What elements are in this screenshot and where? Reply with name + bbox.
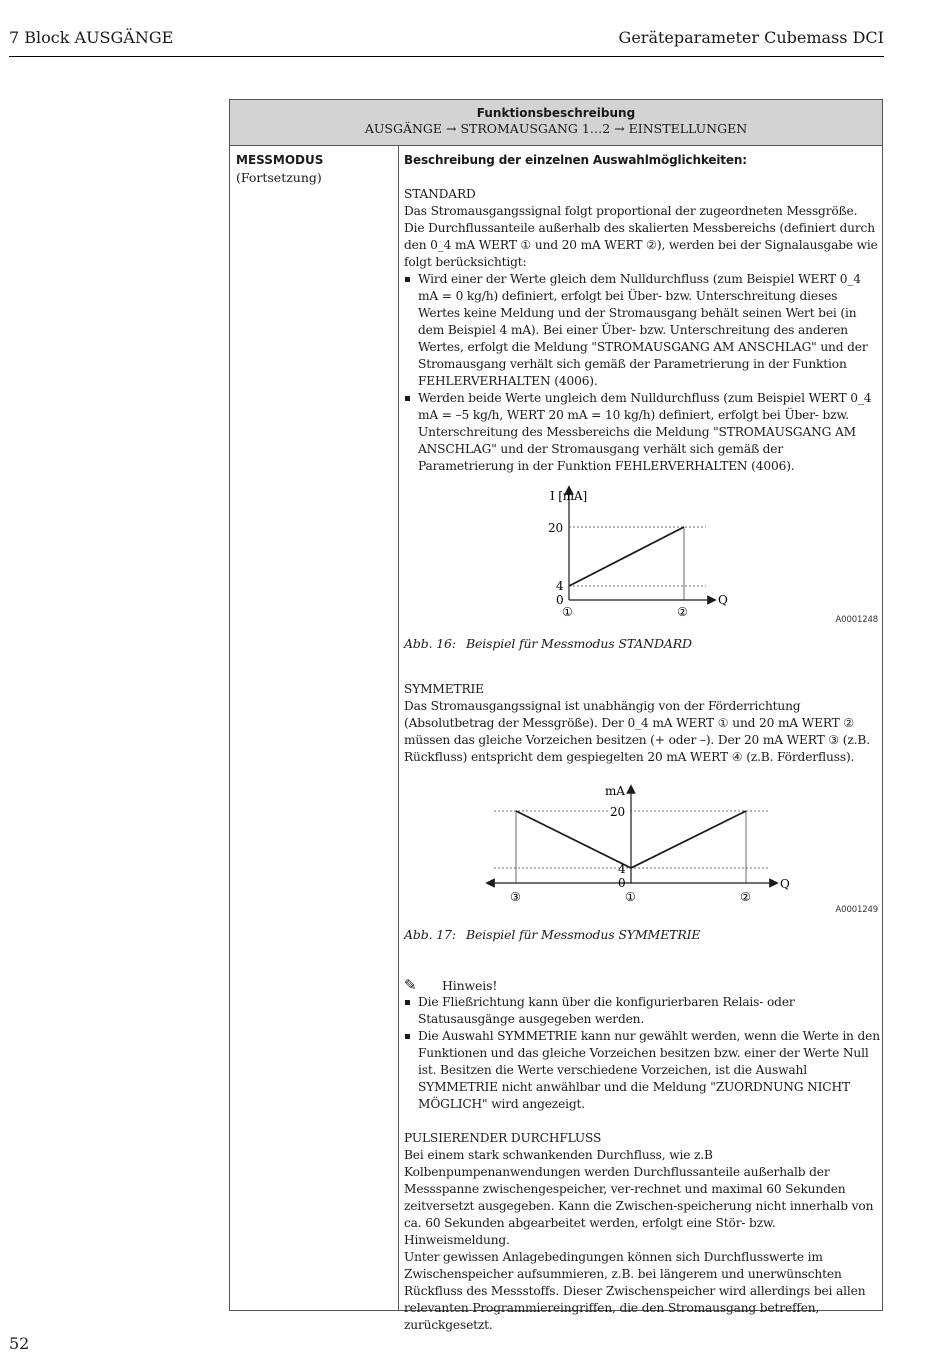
intro-heading: Beschreibung der einzelnen Auswahlmöglichkeiten: (404, 153, 747, 167)
standard-paragraph-1: Das Stromausgangssignal folgt proportional der zugeordneten Messgröße. (404, 204, 858, 218)
marker-1: ① (625, 890, 636, 904)
tick-label: 4 (556, 579, 564, 593)
standard-paragraph-2: Die Durchflussanteile außerhalb des skalierten Messbereichs (definiert durch den 0_4 mA WERT ① und 20 mA WERT ②), werden bei der Signalausgabe wie folgt berücksichtigt: (404, 221, 878, 269)
table-header (230, 100, 882, 146)
figure-code: A0001248 (835, 615, 878, 625)
tick-label: 0 (618, 876, 626, 890)
standard-diagram (404, 475, 880, 625)
list-item: Werden beide Werte ungleich dem Nulldurchfluss (zum Beispiel WERT 0_4 mA = –5 kg/h, WERT 20 mA = 10 kg/h) definiert, erfolgt bei Über- bzw. Unterschreitung des Messbereichs die Meldung "STROMAUSGANG AM ANSCHLAG" und der Stromausgang verhält sich gemäß der Parametrierung in der Funktion FEHLERVERHALTEN (4006). (404, 390, 880, 475)
pulsating-title: PULSIERENDER DURCHFLUSS (404, 1131, 602, 1145)
marker-2: ② (740, 890, 751, 904)
note-bullets (404, 994, 880, 1113)
list-item: Die Fließrichtung kann über die konfigurierbaren Relais- oder Statusausgänge ausgegeben werden. (404, 994, 880, 1028)
pulsating-paragraph-2: Unter gewissen Anlagebedingungen können sich Durchflusswerte im Zwischenspeicher aufsummieren, z.B. bei längerem und unerwünschten Rückfluss des Messstoffs. Dieser Zwischenspeicher wird allerdings bei allen relevanten Programmiereingriffen, die den Stromausgang betreffen, zurückgesetzt. (404, 1250, 866, 1332)
y-axis-label: I [mA] (550, 489, 588, 503)
caption-text: Beispiel für Messmodus SYMMETRIE (466, 927, 701, 942)
header-document-title: Geräteparameter Cubemass DCI (618, 28, 884, 47)
pulsating-paragraph-1: Bei einem stark schwankenden Durchfluss, wie z.B Kolbenpumpenanwendungen werden Durchflussanteile außerhalb der Messspanne zwischengespeicher, ver-rechnet und maximal 60 Sekunden zeitversetzt ausgegeben. Kann die Zwischen-speicherung nicht innerhalb von ca. 60 Sekunden abgearbeitet werden, erfolgt eine Stör- bzw. Hinweismeldung. (404, 1148, 874, 1247)
y-axis-label: mA (605, 784, 625, 798)
page-number: 52 (9, 1334, 30, 1353)
list-item: Die Auswahl SYMMETRIE kann nur gewählt werden, wenn die Werte in den Funktionen und das gleiche Vorzeichen besitzen bzw. einer der Werte Null ist. Besitzen die Werte verschiedene Vorzeichen, ist die Auswahl SYMMETRIE nicht anwählbar und die Meldung "ZUORDNUNG NICHT MÖGLICH" wird angezeigt. (404, 1028, 880, 1113)
figure-caption (404, 635, 880, 652)
header-rule (9, 56, 884, 57)
list-item: Wird einer der Werte gleich dem Nulldurchfluss (zum Beispiel WERT 0_4 mA = 0 kg/h) definiert, erfolgt bei Über- bzw. Unterschreitung dieses Wertes keine Meldung und der Stromausgang behält seinen Wert bei (in dem Beispiel 4 mA). Bei einer Über- bzw. Unterschreitung des anderen Wertes, erfolgt die Meldung "STROMAUSGANG AM ANSCHLAG" und der Stromausgang verhält sich gemäß der Parametrierung in der Funktion FEHLERVERHALTEN (4006). (404, 271, 880, 390)
table-header-title: Funktionsbeschreibung (476, 106, 636, 120)
note-title: Hinweis! (442, 978, 498, 993)
function-continuation: (Fortsetzung) (236, 170, 322, 185)
figure-symmetry (404, 766, 880, 916)
symmetry-title: SYMMETRIE (404, 682, 484, 696)
column-divider (398, 146, 399, 1310)
marker-2: ② (677, 605, 688, 619)
standard-bullets (404, 271, 880, 475)
tick-label: 20 (610, 805, 625, 819)
standard-title: STANDARD (404, 187, 476, 201)
caption-text: Beispiel für Messmodus STANDARD (466, 636, 692, 651)
tick-label: 20 (548, 521, 563, 535)
note-heading (404, 977, 880, 994)
left-column (236, 152, 391, 186)
x-axis-label: Q (718, 593, 728, 607)
symmetry-diagram (404, 766, 880, 916)
marker-3: ③ (510, 890, 521, 904)
output-line (569, 527, 684, 586)
x-axis-label: Q (780, 877, 790, 891)
caption-number: Abb. 17: (404, 927, 456, 942)
tick-label: 0 (556, 593, 564, 607)
function-name: MESSMODUS (236, 153, 324, 167)
table-header-path: AUSGÄNGE → STROMAUSGANG 1…2 → EINSTELLUNGEN (364, 121, 748, 136)
figure-caption (404, 926, 880, 943)
function-table (229, 99, 883, 1332)
symmetry-paragraph: Das Stromausgangssignal ist unabhängig von der Förderrichtung (Absolutbetrag der Messgröße). Der 0_4 mA WERT ① und 20 mA WERT ② müssen das gleiche Vorzeichen besitzen (+ oder –). Der 20 mA WERT ③ (z.B. Rückfluss) entspricht dem gespiegelten 20 mA WERT ④ (z.B. Förderfluss). (404, 699, 870, 764)
header-chapter: 7 Block AUSGÄNGE (9, 28, 174, 47)
tick-label: 4 (618, 862, 626, 876)
caption-number: Abb. 16: (404, 636, 456, 651)
figure-standard (404, 475, 880, 625)
pencil-note-icon: ✎ (404, 976, 417, 994)
description-column (404, 152, 880, 1334)
figure-code: A0001249 (835, 905, 878, 915)
marker-1: ① (562, 605, 573, 619)
